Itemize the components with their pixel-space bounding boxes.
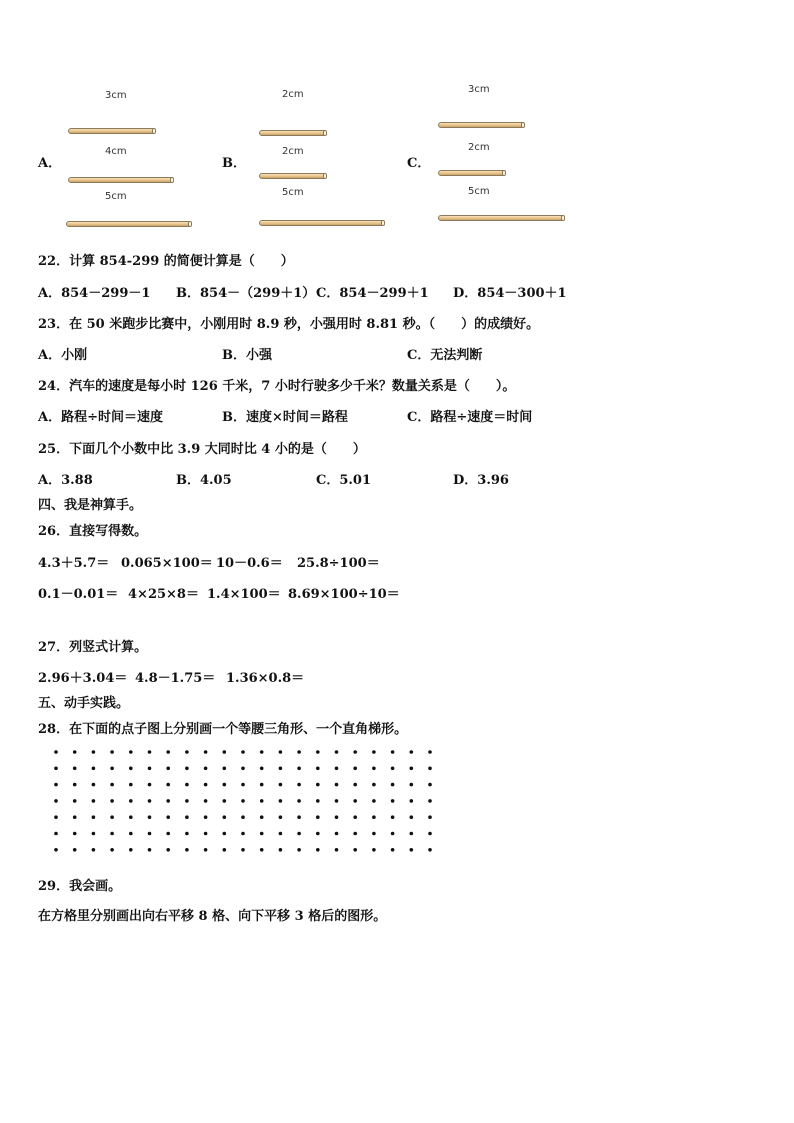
grid-dot[interactable] [372, 750, 376, 754]
option-label: A． [38, 156, 62, 171]
q24-option-c: C．路程÷速度＝时间 [407, 410, 533, 425]
grid-dot[interactable] [204, 799, 208, 803]
calc-item: 25.8÷100＝ [297, 556, 380, 571]
q22-option-c: C．854－299＋1 [316, 286, 429, 301]
option-label: B． [222, 156, 246, 171]
q28-stem: 28．在下面的点子图上分别画一个等腰三角形、一个直角梯形。 [38, 722, 408, 737]
grid-dot[interactable] [129, 783, 133, 787]
grid-dot[interactable] [391, 815, 395, 819]
grid-dot[interactable] [185, 783, 189, 787]
grid-dot[interactable] [391, 767, 395, 771]
grid-dot[interactable] [241, 815, 245, 819]
calc-item: 4.8－1.75＝ [135, 671, 216, 686]
grid-dot[interactable] [279, 750, 283, 754]
grid-dot[interactable] [241, 799, 245, 803]
stick-5cm [259, 220, 385, 226]
grid-dot[interactable] [223, 799, 227, 803]
q27-stem: 27．列竖式计算。 [38, 640, 148, 655]
grid-dot[interactable] [92, 783, 96, 787]
grid-dot[interactable] [166, 750, 170, 754]
grid-dot[interactable] [204, 750, 208, 754]
grid-dot[interactable] [391, 848, 395, 852]
dot-grid[interactable] [50, 745, 440, 860]
q25-option-a: A．3.88 [38, 473, 93, 488]
stick-5cm [66, 221, 192, 227]
grid-dot[interactable] [73, 750, 77, 754]
grid-dot[interactable] [353, 783, 357, 787]
grid-dot[interactable] [410, 848, 414, 852]
grid-dot[interactable] [92, 767, 96, 771]
grid-dot[interactable] [410, 815, 414, 819]
grid-dot[interactable] [391, 750, 395, 754]
grid-dot[interactable] [260, 832, 264, 836]
stick-4cm [68, 177, 174, 183]
grid-dot[interactable] [260, 815, 264, 819]
grid-dot[interactable] [185, 848, 189, 852]
grid-dot[interactable] [129, 815, 133, 819]
stick-length-label: 5cm [282, 187, 304, 198]
grid-dot[interactable] [204, 767, 208, 771]
grid-dot[interactable] [316, 815, 320, 819]
grid-dot[interactable] [204, 783, 208, 787]
grid-dot[interactable] [297, 799, 301, 803]
grid-dot[interactable] [279, 832, 283, 836]
grid-dot[interactable] [223, 750, 227, 754]
grid-dot[interactable] [428, 750, 432, 754]
grid-dot[interactable] [110, 832, 114, 836]
section-heading: 四、我是神算手。 [38, 498, 143, 513]
stick-length-label: 2cm [468, 142, 490, 153]
grid-dot[interactable] [316, 767, 320, 771]
grid-dot[interactable] [204, 848, 208, 852]
grid-dot[interactable] [335, 767, 339, 771]
grid-dot[interactable] [73, 815, 77, 819]
grid-dot[interactable] [372, 799, 376, 803]
section-heading: 五、动手实践。 [38, 696, 130, 711]
q24-option-a: A．路程÷时间＝速度 [38, 410, 163, 425]
grid-dot[interactable] [223, 783, 227, 787]
stick-length-label: 4cm [105, 146, 127, 157]
grid-dot[interactable] [166, 815, 170, 819]
grid-dot[interactable] [54, 767, 58, 771]
grid-dot[interactable] [129, 799, 133, 803]
grid-dot[interactable] [428, 832, 432, 836]
grid-dot[interactable] [110, 848, 114, 852]
grid-dot[interactable] [54, 799, 58, 803]
q25-option-b: B．4.05 [176, 473, 232, 488]
grid-dot[interactable] [353, 750, 357, 754]
grid-dot[interactable] [260, 848, 264, 852]
grid-dot[interactable] [166, 832, 170, 836]
grid-dot[interactable] [316, 750, 320, 754]
grid-dot[interactable] [110, 783, 114, 787]
q25-stem: 25．下面几个小数中比 3.9 大同时比 4 小的是（ ） [38, 442, 366, 457]
q29-stem: 29．我会画。 [38, 879, 122, 894]
grid-dot[interactable] [279, 815, 283, 819]
calc-item: 1.36×0.8＝ [226, 671, 305, 686]
grid-dot[interactable] [92, 848, 96, 852]
stick-3cm [68, 128, 156, 134]
grid-dot[interactable] [316, 848, 320, 852]
grid-dot[interactable] [428, 848, 432, 852]
grid-dot[interactable] [110, 767, 114, 771]
grid-dot[interactable] [223, 767, 227, 771]
calc-item: 1.4×100＝ [207, 587, 281, 602]
grid-dot[interactable] [241, 848, 245, 852]
grid-dot[interactable] [148, 848, 152, 852]
grid-dot[interactable] [148, 767, 152, 771]
grid-dot[interactable] [73, 767, 77, 771]
grid-dot[interactable] [260, 799, 264, 803]
stick-5cm [438, 215, 565, 221]
grid-dot[interactable] [223, 848, 227, 852]
grid-dot[interactable] [185, 799, 189, 803]
grid-dot[interactable] [335, 815, 339, 819]
stick-length-label: 5cm [468, 186, 490, 197]
q26-stem: 26．直接写得数。 [38, 524, 148, 539]
option-label: C． [407, 156, 431, 171]
grid-dot[interactable] [316, 799, 320, 803]
grid-dot[interactable] [241, 832, 245, 836]
grid-dot[interactable] [335, 783, 339, 787]
grid-dot[interactable] [391, 832, 395, 836]
grid-dot[interactable] [279, 767, 283, 771]
q24-stem: 24．汽车的速度是每小时 126 千米，7 小时行驶多少千米？数量关系是（ ）。 [38, 379, 516, 394]
grid-dot[interactable] [73, 848, 77, 852]
grid-dot[interactable] [297, 767, 301, 771]
grid-dot[interactable] [428, 815, 432, 819]
grid-dot[interactable] [129, 767, 133, 771]
calc-item: 2.96＋3.04＝ [38, 671, 128, 686]
grid-dot[interactable] [73, 832, 77, 836]
grid-dot[interactable] [148, 832, 152, 836]
grid-dot[interactable] [241, 767, 245, 771]
grid-dot[interactable] [279, 799, 283, 803]
grid-dot[interactable] [223, 815, 227, 819]
grid-dot[interactable] [372, 815, 376, 819]
stick-3cm [438, 122, 525, 128]
calc-item: 10－0.6＝ [216, 556, 283, 571]
grid-dot[interactable] [297, 848, 301, 852]
q23-option-c: C．无法判断 [407, 348, 483, 363]
grid-dot[interactable] [316, 832, 320, 836]
grid-dot[interactable] [166, 783, 170, 787]
grid-dot[interactable] [428, 767, 432, 771]
grid-dot[interactable] [129, 848, 133, 852]
grid-dot[interactable] [92, 799, 96, 803]
q22-option-a: A．854－299－1 [38, 286, 151, 301]
grid-dot[interactable] [92, 832, 96, 836]
grid-dot[interactable] [260, 783, 264, 787]
grid-dot[interactable] [353, 767, 357, 771]
grid-dot[interactable] [335, 750, 339, 754]
grid-dot[interactable] [241, 750, 245, 754]
grid-dot[interactable] [73, 783, 77, 787]
stick-length-label: 3cm [105, 90, 127, 101]
grid-dot[interactable] [148, 783, 152, 787]
grid-dot[interactable] [279, 848, 283, 852]
grid-dot[interactable] [279, 783, 283, 787]
calc-item: 0.065×100＝ [121, 556, 213, 571]
grid-dot[interactable] [353, 832, 357, 836]
grid-dot[interactable] [166, 848, 170, 852]
q29-instruction: 在方格里分别画出向右平移 8 格、向下平移 3 格后的图形。 [38, 909, 387, 924]
grid-dot[interactable] [54, 848, 58, 852]
grid-dot[interactable] [185, 767, 189, 771]
grid-dot[interactable] [297, 750, 301, 754]
stick-2cm [438, 170, 506, 176]
grid-dot[interactable] [372, 767, 376, 771]
stick-2cm [259, 130, 327, 136]
grid-dot[interactable] [148, 799, 152, 803]
grid-dot[interactable] [353, 799, 357, 803]
stick-length-label: 2cm [282, 146, 304, 157]
q25-option-c: C．5.01 [316, 473, 372, 488]
grid-dot[interactable] [410, 783, 414, 787]
grid-dot[interactable] [204, 832, 208, 836]
grid-dot[interactable] [297, 783, 301, 787]
grid-dot[interactable] [54, 832, 58, 836]
grid-dot[interactable] [166, 767, 170, 771]
grid-dot[interactable] [110, 750, 114, 754]
grid-dot[interactable] [185, 750, 189, 754]
grid-dot[interactable] [260, 767, 264, 771]
grid-dot[interactable] [129, 832, 133, 836]
grid-dot[interactable] [73, 799, 77, 803]
grid-dot[interactable] [129, 750, 133, 754]
grid-dot[interactable] [223, 832, 227, 836]
q22-option-b: B．854－（299＋1） [176, 286, 316, 301]
grid-dot[interactable] [148, 750, 152, 754]
grid-dot[interactable] [204, 815, 208, 819]
grid-dot[interactable] [166, 799, 170, 803]
grid-dot[interactable] [372, 832, 376, 836]
grid-dot[interactable] [260, 750, 264, 754]
grid-dot[interactable] [353, 848, 357, 852]
stick-length-label: 2cm [282, 89, 304, 100]
grid-dot[interactable] [148, 815, 152, 819]
grid-dot[interactable] [410, 767, 414, 771]
grid-dot[interactable] [92, 750, 96, 754]
grid-dot[interactable] [185, 832, 189, 836]
grid-dot[interactable] [297, 832, 301, 836]
grid-dot[interactable] [92, 815, 96, 819]
grid-dot[interactable] [410, 750, 414, 754]
grid-dot[interactable] [353, 815, 357, 819]
grid-dot[interactable] [110, 815, 114, 819]
grid-dot[interactable] [54, 750, 58, 754]
grid-dot[interactable] [335, 848, 339, 852]
grid-dot[interactable] [391, 799, 395, 803]
calc-item: 0.1－0.01＝ [38, 587, 119, 602]
q23-option-b: B．小强 [222, 348, 272, 363]
grid-dot[interactable] [428, 799, 432, 803]
grid-dot[interactable] [428, 783, 432, 787]
grid-dot[interactable] [241, 783, 245, 787]
grid-dot[interactable] [54, 815, 58, 819]
q23-option-a: A．小刚 [38, 348, 88, 363]
grid-dot[interactable] [335, 832, 339, 836]
grid-dot[interactable] [372, 783, 376, 787]
grid-dot[interactable] [54, 783, 58, 787]
grid-dot[interactable] [372, 848, 376, 852]
grid-dot[interactable] [110, 799, 114, 803]
grid-dot[interactable] [335, 799, 339, 803]
stick-2cm [259, 173, 327, 179]
calc-item: 8.69×100÷10＝ [288, 587, 400, 602]
q22-stem: 22．计算 854-299 的简便计算是（ ） [38, 254, 294, 269]
q23-stem: 23．在 50 米跑步比赛中，小刚用时 8.9 秒，小强用时 8.81 秒。（ ）的成绩好。 [38, 317, 540, 332]
stick-length-label: 5cm [105, 191, 127, 202]
calc-item: 4×25×8＝ [128, 587, 199, 602]
grid-dot[interactable] [391, 783, 395, 787]
q25-option-d: D．3.96 [453, 473, 509, 488]
q24-option-b: B．速度×时间＝路程 [222, 410, 348, 425]
grid-dot[interactable] [410, 799, 414, 803]
grid-dot[interactable] [297, 815, 301, 819]
grid-dot[interactable] [410, 832, 414, 836]
stick-length-label: 3cm [468, 84, 490, 95]
calc-item: 4.3＋5.7＝ [38, 556, 110, 571]
grid-dot[interactable] [316, 783, 320, 787]
grid-dot[interactable] [185, 815, 189, 819]
q22-option-d: D．854－300＋1 [453, 286, 567, 301]
